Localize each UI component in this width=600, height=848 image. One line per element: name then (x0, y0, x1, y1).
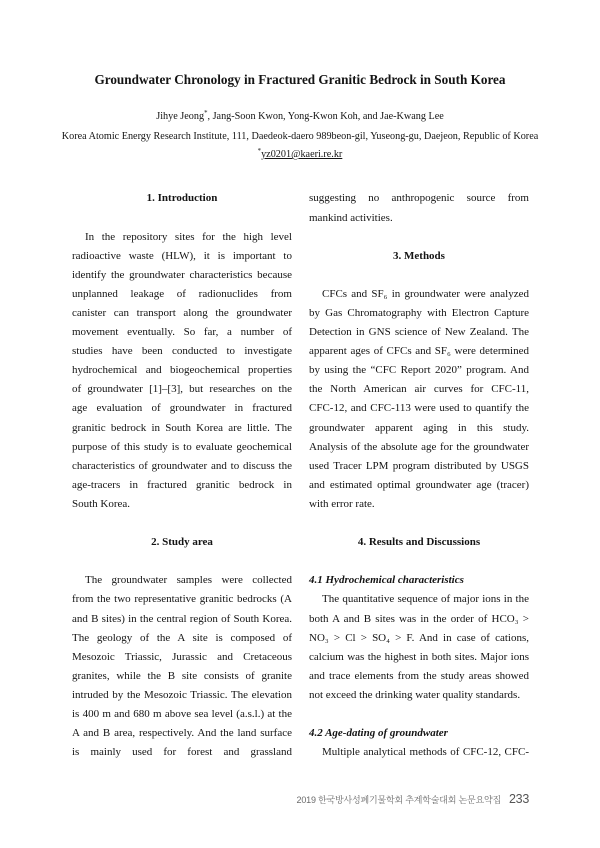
subsection-heading-hydrochemical: 4.1 Hydrochemical characteristics (309, 574, 464, 587)
paragraph-line: apparent ages of CFCs and SF₆ were determined (309, 345, 529, 358)
paragraph-line: granitic bedrock in South Korea are little. The (72, 421, 292, 434)
paragraph-line: Analysis of the absolute age for the groundwater (309, 440, 529, 453)
paragraph-line: used Tracer LPM program distributed by USGS (309, 459, 529, 472)
paragraph-line: hydrochemical and biogeochemical properties (72, 364, 292, 377)
page-footer (297, 790, 529, 808)
section-study-area (72, 533, 292, 762)
paragraph-line: intruded by the Mesozoic Triassic. The elevation (72, 688, 292, 701)
email-link[interactable]: yz0201@kaeri.re.kr (261, 149, 343, 160)
paragraph-line: In the repository sites for the high level (85, 230, 292, 243)
section-introduction (72, 189, 292, 514)
paragraph-line: Mesozoic Triassic, Jurassic and Cretaceous (72, 650, 292, 663)
paragraph-line: by Gas Chromatography with Electron Capture (309, 307, 529, 319)
paragraph-line: from the two representative granitic bedrocks (A (72, 593, 292, 606)
paragraph-line: South Korea. (72, 497, 131, 510)
section-results (309, 533, 529, 762)
corresponding-author-mark: * (204, 110, 208, 117)
paragraph-line: The groundwater samples were collected (85, 574, 292, 587)
corresponding-author-name: Jihye Jeong (156, 111, 205, 122)
section-heading-methods: 3. Methods (393, 249, 445, 262)
paragraph-line: age-tracers in fractured granitic bedrock in (72, 478, 292, 491)
paragraph-line: and estimated optimal groundwater age (tracer) (309, 478, 529, 491)
paragraph-line: movement eventually. So far, a number of (72, 326, 292, 339)
section-study-area-continued (309, 189, 529, 227)
paper-title: Groundwater Chronology in Fractured Granitic Bedrock in South Korea (94, 72, 506, 87)
paragraph-line: not exceed the drinking water quality standards. (309, 688, 521, 701)
paragraph-line: CFC-12, and CFC-113 were used to quantify the (309, 402, 529, 415)
paragraph-line: NO₃ > Cl > SO₄ > F. And in case of cations, (309, 631, 529, 644)
coauthor-names: , Jang-Soon Kwon, Yong-Kwon Koh, and Jae-Kwang Lee (207, 111, 444, 122)
paragraph-line: is 400 m and 680 m above sea level (a.s.l.) at the (72, 707, 292, 720)
paragraph-line: unplanned leakage of radionuclides from (72, 287, 292, 300)
paragraph-line: characteristics of groundwater and to discuss the (72, 459, 292, 472)
section-methods (309, 247, 529, 514)
section-heading-study-area: 2. Study area (151, 536, 213, 549)
paragraph-line: by using the “CFC Report 2020” program. And (309, 364, 529, 377)
proceedings-title: 2019 한국방사성폐기물학회 추계학술대회 논문요약집 (296, 795, 502, 805)
right-column (309, 189, 529, 762)
paragraph-line: identify the groundwater characteristics because (72, 268, 292, 281)
paragraph-line: The quantitative sequence of major ions in the (322, 593, 529, 606)
left-column (72, 189, 292, 762)
paragraph-line: Multiple analytical methods of CFC-12, CFC- (322, 746, 529, 759)
paragraph-line: CFCs and SF₆ in groundwater were analyzed (322, 287, 529, 300)
author-affiliation: Korea Atomic Energy Research Institute, 111, Daedeok-daero 989beon-gil, Yuseong-gu, Daejeon, Republic of Korea (61, 131, 539, 142)
email-mark: * (257, 148, 262, 155)
paragraph-line: groundwater apparent aging in this study. (309, 421, 529, 434)
paragraph-line: A and B area, respectively. And the land surface (72, 727, 292, 740)
paragraph-line: calcium was the highest in both sites. Major ions (309, 650, 529, 663)
paragraph-line: age evaluation of groundwater in fractured (72, 402, 292, 415)
paragraph-line: mankind activities. (309, 211, 393, 224)
paragraph-line: purpose of this study is to evaluate geochemical (72, 440, 292, 453)
paragraph-line: Detection in GNS science of New Zealand. The (309, 326, 529, 339)
paragraph-line: of groundwater [1]–[3], but researches on the (72, 383, 292, 396)
paragraph-line: canister can transport along the groundwater (72, 307, 292, 319)
section-heading-introduction: 1. Introduction (146, 192, 218, 205)
paragraph-line: and B sites) in the central region of South Korea. (72, 612, 292, 625)
paragraph-line: studies have been conducted to investigate (72, 345, 292, 358)
paragraph-line: and trace elements from the study areas showed (309, 669, 529, 682)
paragraph-line: The geology of the A site is composed of (72, 631, 292, 644)
paragraph-line: both A and B sites was in the order of HCO₃ > (309, 612, 529, 625)
paragraph-line: the North American air curves for CFC-11, (309, 383, 529, 396)
paragraph-line: with error rate. (309, 497, 375, 510)
paragraph-line: suggesting no anthropogenic source from (309, 192, 529, 205)
paragraph-line: radioactive waste (HLW), it is important to (72, 249, 292, 262)
subsection-heading-age-dating: 4.2 Age-dating of groundwater (309, 727, 448, 740)
paragraph-line: is mainly used for forest and grassland (72, 746, 292, 759)
author-list (0, 109, 600, 126)
paragraph-line: granites, while the B site consists of granite (72, 669, 292, 682)
corresponding-email (0, 147, 600, 164)
section-heading-results: 4. Results and Discussions (357, 536, 481, 549)
page-number: 233 (509, 792, 529, 806)
